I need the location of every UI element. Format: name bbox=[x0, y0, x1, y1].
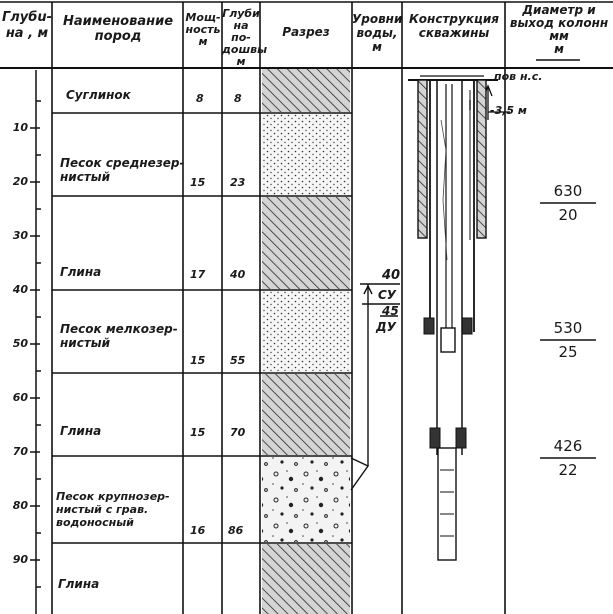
header-construction-line-2: скважины bbox=[418, 26, 490, 40]
layer-6-name bbox=[56, 490, 170, 529]
layer-1-name: Суглинок bbox=[66, 88, 131, 102]
packer-426-right bbox=[456, 428, 466, 448]
header-bottom-depth bbox=[222, 7, 268, 68]
layer-1-thickness: 8 bbox=[196, 92, 204, 105]
header-depth bbox=[2, 10, 52, 42]
header-rock-name-line-2: пород bbox=[94, 29, 142, 44]
static-level-note: -3,5 м bbox=[490, 104, 527, 117]
header-diameter bbox=[506, 4, 612, 56]
layer-6-thickness: 16 bbox=[190, 524, 206, 537]
header-bottom-depth-line-1: Глуби bbox=[222, 7, 260, 20]
packer-530-right bbox=[462, 318, 472, 334]
depth-label-20: 20 bbox=[12, 175, 28, 188]
layer-4-name-line-2: нистый bbox=[60, 336, 111, 350]
layer-6-name-line-1: Песок крупнозер- bbox=[56, 490, 170, 503]
header-diameter-line-2: выход колонн bbox=[509, 16, 609, 30]
header-bottom-depth-line-2: на по- bbox=[231, 19, 251, 44]
depth-label-50: 50 bbox=[12, 337, 28, 350]
layer-4-name bbox=[60, 322, 178, 350]
depth-label-70: 70 bbox=[12, 445, 28, 458]
header-water-levels bbox=[352, 12, 402, 54]
column-2-diameter: 530 bbox=[553, 319, 583, 337]
depth-label-10: 10 bbox=[12, 121, 28, 134]
water-level-1-type: СУ bbox=[378, 288, 397, 302]
section-layer-3 bbox=[262, 197, 350, 289]
header-depth-line-1: Глубu- bbox=[2, 10, 53, 25]
layer-3-name: Глина bbox=[60, 265, 102, 279]
layer-6-name-line-2: нистый с грав. bbox=[56, 503, 149, 516]
section-layer-5 bbox=[262, 374, 350, 455]
header-water-line-1: Уровни bbox=[352, 12, 403, 26]
layer-1-bottom: 8 bbox=[234, 92, 242, 105]
column-2-length: 25 bbox=[558, 343, 578, 361]
header-water-line-2: воды, bbox=[356, 26, 398, 40]
water-level-2-type: ДУ bbox=[376, 320, 396, 334]
water-level-1-value: 40 bbox=[382, 268, 401, 283]
layer-5-thickness: 15 bbox=[190, 426, 206, 439]
header-construction-line-1: Конструкция bbox=[409, 12, 499, 26]
header-depth-line-2: на , м bbox=[5, 26, 49, 41]
header-diameter-line-1: Диаметр и bbox=[522, 3, 596, 17]
header-thickness-line-2: ность bbox=[185, 23, 221, 36]
layer-2-thickness: 15 bbox=[190, 176, 206, 189]
filter-pipe bbox=[438, 448, 456, 560]
header-water-line-3: м bbox=[372, 40, 382, 54]
depth-label-60: 60 bbox=[12, 391, 28, 404]
header-construction bbox=[404, 12, 504, 40]
depth-axis bbox=[30, 70, 41, 614]
layer-2-name-line-1: Песок среднезер- bbox=[60, 156, 185, 170]
section-layer-1 bbox=[262, 69, 350, 112]
header-thickness-line-1: Мощ- bbox=[185, 11, 221, 24]
layer-3-bottom: 40 bbox=[230, 268, 246, 281]
layer-6-name-line-3: водоносный bbox=[56, 516, 134, 529]
column-3-diameter: 426 bbox=[553, 437, 583, 455]
column-1-diameter: 630 bbox=[553, 182, 583, 200]
depth-label-40: 40 bbox=[12, 283, 28, 296]
depth-label-30: 30 bbox=[12, 229, 28, 242]
layer-4-bottom: 55 bbox=[230, 354, 246, 367]
header-diameter-line-3: мм bbox=[549, 29, 569, 43]
layer-4-thickness: 15 bbox=[190, 354, 206, 367]
header-bottom-depth-line-3: дошвы bbox=[222, 43, 268, 56]
header-bottom-depth-line-4: м bbox=[236, 55, 246, 68]
layer-5-name: Глина bbox=[60, 424, 102, 438]
header-thickness bbox=[184, 12, 222, 48]
column-1-length: 20 bbox=[558, 206, 578, 224]
ground-surface-label: пов н.с. bbox=[494, 70, 543, 83]
packer-530-left bbox=[424, 318, 434, 334]
casing-630-right-wall bbox=[477, 80, 486, 238]
layer-2-bottom: 23 bbox=[230, 176, 246, 189]
column-3-length: 22 bbox=[558, 461, 578, 479]
layer-2-name bbox=[60, 156, 185, 184]
section-layer-4 bbox=[262, 291, 350, 372]
section-layer-7 bbox=[262, 544, 350, 614]
layer-2-name-line-2: нистый bbox=[60, 170, 111, 184]
diameter-fraction-rules bbox=[536, 60, 596, 458]
layer-5-bottom: 70 bbox=[230, 426, 246, 439]
water-level-2-value: 45 bbox=[382, 304, 399, 318]
header-rock-name-line-1: Наименование bbox=[62, 14, 174, 29]
pump-unit bbox=[441, 328, 455, 352]
header-rock-name bbox=[56, 14, 180, 44]
section-layer-2 bbox=[262, 114, 350, 195]
well-construction bbox=[418, 80, 486, 560]
header-thickness-line-3: м bbox=[198, 35, 208, 48]
depth-label-80: 80 bbox=[12, 499, 28, 512]
header-section: Разрез bbox=[282, 25, 330, 39]
layer-7-name: Глина bbox=[58, 577, 100, 591]
casing-630-left-wall bbox=[418, 80, 427, 238]
packer-426-left bbox=[430, 428, 440, 448]
section-layer-6 bbox=[262, 457, 350, 542]
header-diameter-line-4: м bbox=[554, 42, 564, 56]
layer-3-thickness: 17 bbox=[190, 268, 206, 281]
layer-6-bottom: 86 bbox=[228, 524, 244, 537]
layer-4-name-line-1: Песок мелкозер- bbox=[60, 322, 178, 336]
depth-label-90: 90 bbox=[12, 553, 28, 566]
